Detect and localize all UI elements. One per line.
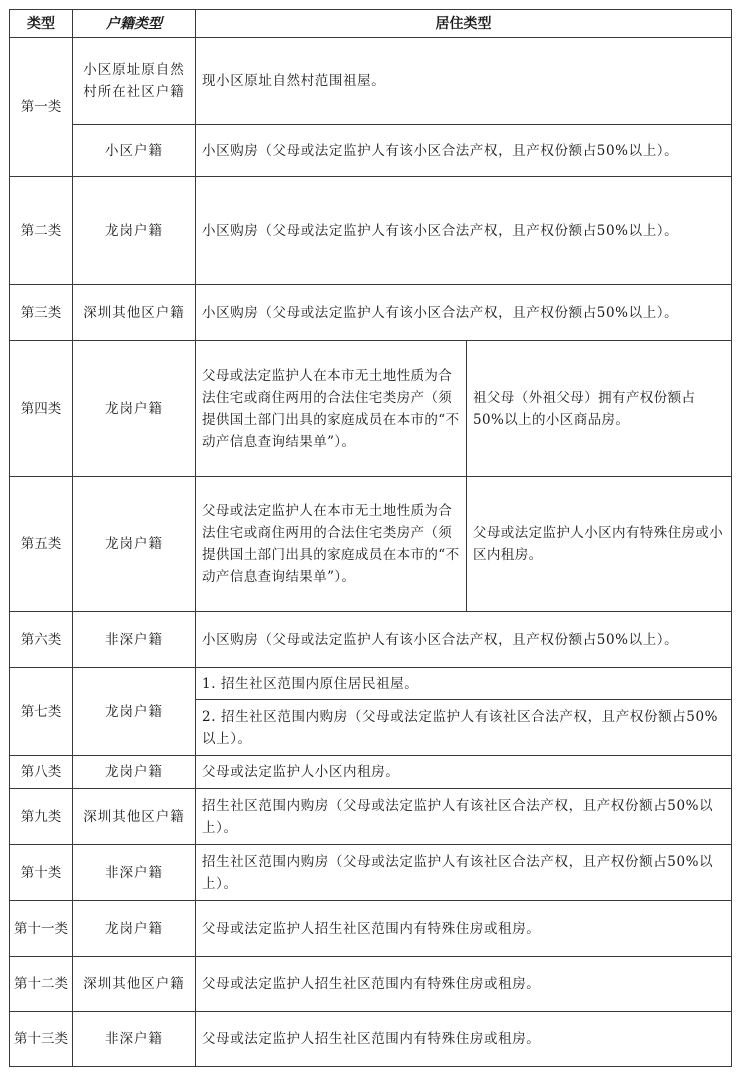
category-cell: 第十类 xyxy=(10,845,73,901)
residence-cell: 父母或法定监护人招生社区范围内有特殊住房或租房。 xyxy=(196,1012,732,1067)
residence-cell: 1. 招生社区范围内原住居民祖屋。 xyxy=(196,668,732,700)
table-row xyxy=(10,901,732,957)
table-row xyxy=(10,125,732,177)
residence-cell: 小区购房（父母或法定监护人有该小区合法产权，且产权份额占50%以上）。 xyxy=(196,177,732,285)
household-cell: 龙岗户籍 xyxy=(73,177,196,285)
residence-cell: 2. 招生社区范围内购房（父母或法定监护人有该社区合法产权，且产权份额占50%以上）。 xyxy=(196,700,732,756)
residence-cell: 父母或法定监护人小区内租房。 xyxy=(196,756,732,789)
category-cell: 第十一类 xyxy=(10,901,73,957)
table-row xyxy=(10,177,732,285)
table-row xyxy=(10,845,732,901)
table-row xyxy=(10,756,732,789)
table-row xyxy=(10,668,732,700)
header-household: 户籍类型 xyxy=(73,10,196,38)
category-cell: 第六类 xyxy=(10,612,73,668)
residence-cell: 现小区原址自然村范围祖屋。 xyxy=(196,38,732,125)
category-cell: 第五类 xyxy=(10,477,73,612)
table-row xyxy=(10,612,732,668)
table-row xyxy=(10,477,732,612)
residence-cell-b: 祖父母（外祖父母）拥有产权份额占50%以上的小区商品房。 xyxy=(467,341,732,477)
household-cell: 非深户籍 xyxy=(73,612,196,668)
residence-cell-b: 父母或法定监护人小区内有特殊住房或小区内租房。 xyxy=(467,477,732,612)
residence-cell: 父母或法定监护人招生社区范围内有特殊住房或租房。 xyxy=(196,957,732,1012)
household-cell: 龙岗户籍 xyxy=(73,341,196,477)
category-cell: 第九类 xyxy=(10,789,73,845)
household-cell: 非深户籍 xyxy=(73,1012,196,1067)
residence-cell: 小区购房（父母或法定监护人有该小区合法产权，且产权份额占50%以上）。 xyxy=(196,125,732,177)
category-cell: 第二类 xyxy=(10,177,73,285)
table-row xyxy=(10,789,732,845)
household-cell: 深圳其他区户籍 xyxy=(73,957,196,1012)
residence-cell: 小区购房（父母或法定监护人有该小区合法产权，且产权份额占50%以上）。 xyxy=(196,612,732,668)
header-residence: 居住类型 xyxy=(196,10,732,38)
category-cell: 第四类 xyxy=(10,341,73,477)
residence-cell: 小区购房（父母或法定监护人有该小区合法产权，且产权份额占50%以上）。 xyxy=(196,285,732,341)
residence-cell: 招生社区范围内购房（父母或法定监护人有该社区合法产权，且产权份额占50%以上）。 xyxy=(196,845,732,901)
enrollment-category-table-wrapper xyxy=(9,9,732,1067)
header-category: 类型 xyxy=(10,10,73,38)
household-cell: 深圳其他区户籍 xyxy=(73,285,196,341)
category-cell: 第十二类 xyxy=(10,957,73,1012)
category-cell: 第十三类 xyxy=(10,1012,73,1067)
household-cell: 小区户籍 xyxy=(73,125,196,177)
household-cell: 龙岗户籍 xyxy=(73,756,196,789)
residence-cell-a: 父母或法定监护人在本市无土地性质为合法住宅或商住两用的合法住宅类房产（须提供国土部门出具的家庭成员在本市的“不动产信息查询结果单”）。 xyxy=(196,477,467,612)
household-cell: 龙岗户籍 xyxy=(73,668,196,756)
household-cell: 龙岗户籍 xyxy=(73,477,196,612)
table-row xyxy=(10,1012,732,1067)
enrollment-category-table xyxy=(9,9,732,1067)
household-cell: 深圳其他区户籍 xyxy=(73,789,196,845)
household-cell: 龙岗户籍 xyxy=(73,901,196,957)
household-cell: 小区原址原自然村所在社区户籍 xyxy=(73,38,196,125)
residence-cell: 招生社区范围内购房（父母或法定监护人有该社区合法产权，且产权份额占50%以上）。 xyxy=(196,789,732,845)
residence-cell: 父母或法定监护人招生社区范围内有特殊住房或租房。 xyxy=(196,901,732,957)
household-cell: 非深户籍 xyxy=(73,845,196,901)
table-row xyxy=(10,38,732,125)
category-cell: 第八类 xyxy=(10,756,73,789)
category-cell: 第一类 xyxy=(10,38,73,177)
residence-cell-a: 父母或法定监护人在本市无土地性质为合法住宅或商住两用的合法住宅类房产（须提供国土部门出具的家庭成员在本市的“不动产信息查询结果单”）。 xyxy=(196,341,467,477)
category-cell: 第三类 xyxy=(10,285,73,341)
category-cell: 第七类 xyxy=(10,668,73,756)
table-row xyxy=(10,957,732,1012)
table-row xyxy=(10,341,732,477)
table-row xyxy=(10,285,732,341)
header-row xyxy=(10,10,732,38)
